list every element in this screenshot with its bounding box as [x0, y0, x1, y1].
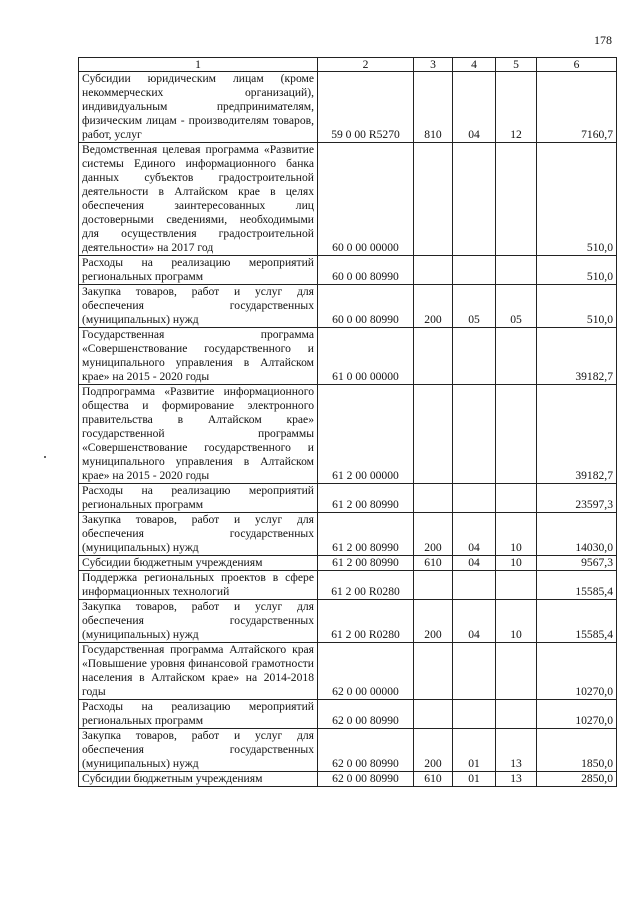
row-name: Расходы на реализацию мероприятий региональных программ — [79, 256, 318, 285]
row-section: 04 — [453, 72, 496, 143]
row-subsection: 05 — [496, 285, 537, 328]
table-row — [79, 729, 617, 772]
row-subsection: 10 — [496, 600, 537, 643]
row-section — [453, 643, 496, 700]
row-name: Закупка товаров, работ и услуг для обеспечения государственных (муниципальных) нужд — [79, 729, 318, 772]
row-expense-type: 200 — [414, 513, 453, 556]
row-section: 04 — [453, 600, 496, 643]
row-code: 61 2 00 00000 — [318, 385, 414, 484]
row-code: 61 2 00 80990 — [318, 513, 414, 556]
row-sum: 7160,7 — [537, 72, 617, 143]
row-expense-type: 810 — [414, 72, 453, 143]
row-sum: 15585,4 — [537, 600, 617, 643]
row-name: Подпрограмма «Развитие информационного общества и формирование электронного правительства в Алтайском крае» государственной программы «Совершенствование государственного и муниципального управления в Алтайском крае» на 2015 - 2020 годы — [79, 385, 318, 484]
row-sum: 9567,3 — [537, 556, 617, 571]
table-row — [79, 772, 617, 787]
row-expense-type — [414, 700, 453, 729]
row-sum: 39182,7 — [537, 328, 617, 385]
row-expense-type — [414, 571, 453, 600]
table-row — [79, 571, 617, 600]
row-section — [453, 143, 496, 256]
header-col-2: 2 — [318, 58, 414, 72]
row-subsection — [496, 700, 537, 729]
row-section — [453, 484, 496, 513]
row-code: 61 2 00 80990 — [318, 484, 414, 513]
row-sum: 39182,7 — [537, 385, 617, 484]
row-code: 60 0 00 80990 — [318, 256, 414, 285]
row-subsection — [496, 643, 537, 700]
row-expense-type — [414, 484, 453, 513]
row-expense-type: 200 — [414, 600, 453, 643]
row-subsection — [496, 385, 537, 484]
row-expense-type — [414, 256, 453, 285]
row-sum: 15585,4 — [537, 571, 617, 600]
row-section — [453, 700, 496, 729]
row-name: Государственная программа «Совершенствование государственного и муниципального управления в Алтайском крае» на 2015 - 2020 годы — [79, 328, 318, 385]
row-code: 62 0 00 80990 — [318, 772, 414, 787]
table-row — [79, 285, 617, 328]
row-sum: 1850,0 — [537, 729, 617, 772]
table-row — [79, 484, 617, 513]
row-subsection — [496, 328, 537, 385]
row-section — [453, 256, 496, 285]
row-sum: 10270,0 — [537, 643, 617, 700]
row-section: 04 — [453, 513, 496, 556]
row-expense-type: 200 — [414, 285, 453, 328]
row-name: Расходы на реализацию мероприятий региональных программ — [79, 484, 318, 513]
row-sum: 14030,0 — [537, 513, 617, 556]
row-section — [453, 328, 496, 385]
row-expense-type — [414, 328, 453, 385]
row-code: 62 0 00 80990 — [318, 729, 414, 772]
row-code: 62 0 00 80990 — [318, 700, 414, 729]
table-row — [79, 385, 617, 484]
row-expense-type: 610 — [414, 556, 453, 571]
row-name: Закупка товаров, работ и услуг для обеспечения государственных (муниципальных) нужд — [79, 513, 318, 556]
row-code: 60 0 00 00000 — [318, 143, 414, 256]
row-sum: 510,0 — [537, 143, 617, 256]
table-row — [79, 143, 617, 256]
stray-mark — [44, 456, 46, 458]
row-name: Субсидии бюджетным учреждениям — [79, 772, 318, 787]
row-code: 59 0 00 R5270 — [318, 72, 414, 143]
row-name: Расходы на реализацию мероприятий региональных программ — [79, 700, 318, 729]
table-row — [79, 600, 617, 643]
row-sum: 510,0 — [537, 256, 617, 285]
row-section: 01 — [453, 729, 496, 772]
row-code: 61 0 00 00000 — [318, 328, 414, 385]
table-row — [79, 328, 617, 385]
row-subsection: 10 — [496, 556, 537, 571]
row-subsection: 13 — [496, 729, 537, 772]
row-subsection — [496, 143, 537, 256]
row-subsection: 10 — [496, 513, 537, 556]
row-code: 61 2 00 R0280 — [318, 600, 414, 643]
row-sum: 23597,3 — [537, 484, 617, 513]
header-col-1: 1 — [79, 58, 318, 72]
header-col-5: 5 — [496, 58, 537, 72]
row-subsection: 13 — [496, 772, 537, 787]
row-code: 61 2 00 R0280 — [318, 571, 414, 600]
row-name: Ведомственная целевая программа «Развитие системы Единого информационного банка данных субъектов градостроительной деятельности в Алтайском крае в целях обеспечения заинтересованных лиц достоверными сведениями, необходимыми для осуществления градостроительной деятельности» на 2017 год — [79, 143, 318, 256]
row-name: Субсидии юридическим лицам (кроме некоммерческих организаций), индивидуальным предпринимателям, физическим лицам - производителям товаров, работ, услуг — [79, 72, 318, 143]
table-row — [79, 700, 617, 729]
row-name: Закупка товаров, работ и услуг для обеспечения государственных (муниципальных) нужд — [79, 285, 318, 328]
row-subsection: 12 — [496, 72, 537, 143]
row-section: 01 — [453, 772, 496, 787]
row-name: Государственная программа Алтайского края «Повышение уровня финансовой грамотности населения в Алтайском крае» на 2014-2018 годы — [79, 643, 318, 700]
row-name: Субсидии бюджетным учреждениям — [79, 556, 318, 571]
row-sum: 10270,0 — [537, 700, 617, 729]
row-name: Закупка товаров, работ и услуг для обеспечения государственных (муниципальных) нужд — [79, 600, 318, 643]
row-expense-type — [414, 643, 453, 700]
table-row — [79, 72, 617, 143]
row-expense-type: 610 — [414, 772, 453, 787]
page-number: 178 — [594, 33, 612, 47]
row-sum: 2850,0 — [537, 772, 617, 787]
row-subsection — [496, 571, 537, 600]
header-col-4: 4 — [453, 58, 496, 72]
table-header-row — [79, 58, 617, 72]
budget-table — [78, 57, 617, 787]
table-row — [79, 556, 617, 571]
row-section: 04 — [453, 556, 496, 571]
row-section — [453, 385, 496, 484]
table-row — [79, 513, 617, 556]
table-row — [79, 643, 617, 700]
row-subsection — [496, 484, 537, 513]
table-row — [79, 256, 617, 285]
header-col-3: 3 — [414, 58, 453, 72]
row-section — [453, 571, 496, 600]
header-col-6: 6 — [537, 58, 617, 72]
row-name: Поддержка региональных проектов в сфере информационных технологий — [79, 571, 318, 600]
row-code: 61 2 00 80990 — [318, 556, 414, 571]
row-expense-type — [414, 385, 453, 484]
row-subsection — [496, 256, 537, 285]
row-expense-type: 200 — [414, 729, 453, 772]
row-code: 60 0 00 80990 — [318, 285, 414, 328]
row-code: 62 0 00 00000 — [318, 643, 414, 700]
row-expense-type — [414, 143, 453, 256]
row-section: 05 — [453, 285, 496, 328]
row-sum: 510,0 — [537, 285, 617, 328]
